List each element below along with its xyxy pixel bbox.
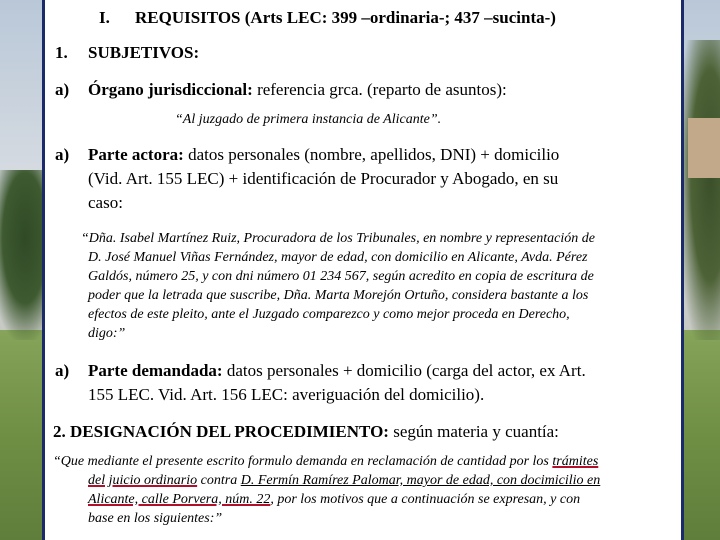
section-1-heading: SUBJETIVOS: <box>88 43 200 62</box>
actora-line-3: caso: <box>88 193 123 212</box>
demandada-line-1 <box>88 361 586 381</box>
procedimiento-example-1a: “Que mediante el presente escrito formulo demanda en reclamación de cantidad por los <box>53 454 549 469</box>
procedimiento-example-line-4: base en los siguientes:” <box>88 511 223 526</box>
procedimiento-example-2a: del juicio ordinario <box>88 473 198 488</box>
procedimiento-example-line-1 <box>53 454 598 470</box>
procedimiento-example-3a: Alicante, calle Porvera, núm. 22 <box>88 492 271 507</box>
background-building <box>688 118 720 178</box>
procedimiento-example-2c: D. Fermín Ramírez Palomar, mayor de edad, con docimicilio en <box>240 473 601 488</box>
procedimiento-example-3b: , por los motivos que a continuación se expresan, y con <box>270 492 581 507</box>
procedimiento-example-2b: contra <box>197 473 241 488</box>
actora-example-line-3: Galdós, número 25, y con dni número 01 234 567, según acredito en copia de escritura de <box>88 269 594 284</box>
actora-marker: a) <box>55 145 70 164</box>
organo-line <box>88 80 507 100</box>
demandada-marker: a) <box>55 361 70 380</box>
actora-example-line-6: digo:” <box>88 326 126 341</box>
title-text: REQUISITOS (Arts LEC: 399 –ordinaria-; 437 –sucinta-) <box>135 8 556 27</box>
actora-example-line-1: “Dña. Isabel Martínez Ruiz, Procuradora de los Tribunales, en nombre y representación de <box>81 231 595 246</box>
demandada-label: Parte demandada: <box>88 361 223 380</box>
organo-marker: a) <box>55 80 70 99</box>
actora-example-line-5: efectos de este pleito, ante el Juzgado comparezco y como mejor proceda en Derecho, <box>88 307 570 322</box>
organo-example: “Al juzgado de primera instancia de Alicante”. <box>175 112 442 127</box>
slide-card <box>42 0 684 540</box>
actora-line-2: (Vid. Art. 155 LEC) + identificación de Procurador y Abogado, en su <box>88 169 559 188</box>
actora-text-1: datos personales (nombre, apellidos, DNI) + domicilio <box>183 145 560 164</box>
title-number: I. <box>99 8 110 27</box>
procedimiento-example-line-3 <box>88 492 580 508</box>
organo-label: Órgano jurisdiccional: <box>88 80 253 99</box>
procedimiento-example-line-2 <box>88 473 600 489</box>
slide-title <box>99 8 556 28</box>
section-2-text: según materia y cuantía: <box>388 422 559 441</box>
actora-label: Parte actora: <box>88 145 184 164</box>
actora-example-line-4: poder que la letrada que suscribe, Dña. Marta Morejón Ortuño, considera bastante a los <box>88 288 589 303</box>
actora-example-line-2: D. José Manuel Viñas Fernández, mayor de edad, con domicilio en Alicante, Avda. Pérez <box>88 250 588 265</box>
procedimiento-example-1b: trámites <box>552 454 599 469</box>
actora-line-1 <box>88 145 559 165</box>
demandada-line-2: 155 LEC. Vid. Art. 156 LEC: averiguación del domicilio). <box>88 385 485 404</box>
organo-text: referencia grca. (reparto de asuntos): <box>252 80 507 99</box>
section-2-label: 2. DESIGNACIÓN DEL PROCEDIMIENTO: <box>53 422 389 441</box>
section-1-marker: 1. <box>55 43 68 62</box>
demandada-text-1: datos personales + domicilio (carga del actor, ex Art. <box>222 361 586 380</box>
section-2-line <box>53 422 559 442</box>
background-tree-right <box>680 40 720 340</box>
